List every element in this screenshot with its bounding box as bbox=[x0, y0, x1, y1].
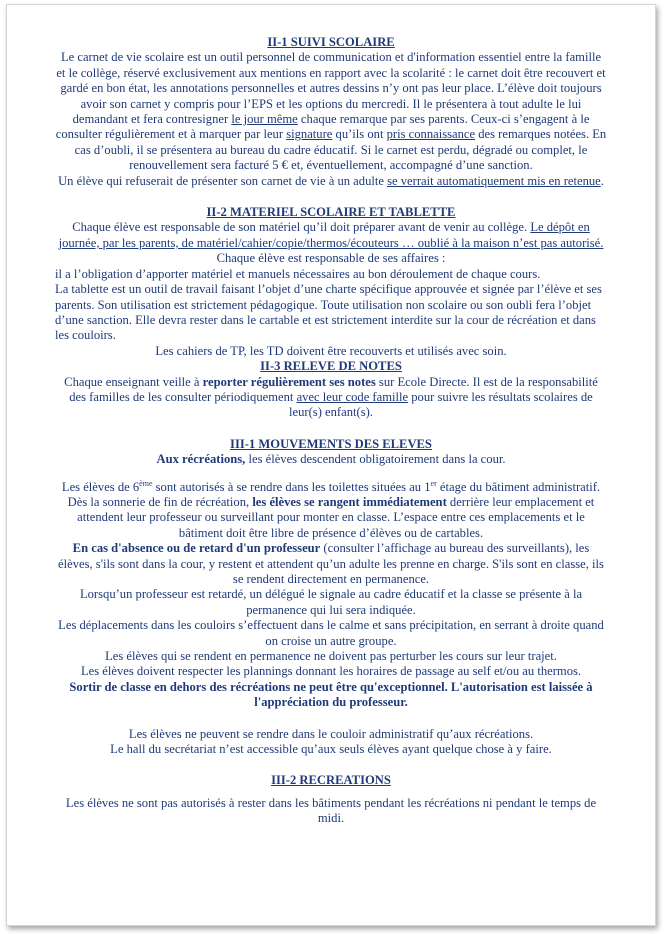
page-content bbox=[55, 35, 607, 827]
text: des remarques notées. En cas d’oubli, il se présentera au bureau du cadre éducatif. Si le carnet est perdu, dégradé ou complet, le renouvellement sera facturé 5 € et, éventuellement, accompagné d’une sanction. bbox=[74, 127, 607, 173]
text-bold: Aux récréations, bbox=[156, 452, 246, 467]
text-underlined: avec leur code famille bbox=[296, 389, 409, 404]
text-underlined: pris connaissance bbox=[386, 127, 476, 142]
paragraph-carnet bbox=[55, 50, 607, 173]
text: . bbox=[600, 173, 604, 188]
paragraph-sortie-classe bbox=[55, 680, 607, 711]
text: sur Ecole Directe. Il est de la responsabilité des familles de les consulter périodiquement bbox=[69, 374, 598, 404]
text: étage du bâtiment administratif. bbox=[436, 479, 601, 494]
paragraph-cahiers: Les cahiers de TP, les TD doivent être recouverts et utilisés avec soin. bbox=[155, 343, 507, 358]
text: pour suivre les résultats scolaires de leur(s) enfant(s). bbox=[289, 389, 593, 420]
section-title-releve: II-3 RELEVE DE NOTES bbox=[260, 359, 402, 374]
text: derrière leur emplacement et attendent leur professeur ou surveillant pour monter en classe. L’espace entre ces emplacements et le bâtiment doit être libre de présence d’élèves ou de cartables. bbox=[77, 494, 595, 540]
paragraph-retard: Lorsqu’un professeur est retardé, un délégué le signale au cadre éducatif et la classe se présente à la permanence qui lui sera indiquée. bbox=[79, 587, 583, 617]
text: Le carnet de vie scolaire est un outil personnel de communication et d'information essentiel entre la famille et le collège, réservé exclusivement aux mentions en rapport avec la scolarité : le carnet doit être recouvert et gardé en bon état, les annotations personnelles et autres dessins n’y ont pas leur place. L’élève doit toujours avoir son carnet y compris pour l’EPS et les options du mercredi. Il le présentera à tout adulte le lui demandant et fera contresigner bbox=[56, 50, 606, 127]
paragraph-obligation: il a l’obligation d’apporter matériel et manuels nécessaires au bon déroulement de chaque cours. bbox=[55, 266, 541, 281]
paragraph-plannings: Les élèves doivent respecter les plannings donnant les horaires de passage au self et/ou au thermos. bbox=[80, 664, 582, 679]
text-underlined: se verrait automatiquement mis en retenue bbox=[387, 173, 601, 188]
paragraph-retenue bbox=[55, 174, 607, 189]
section-title-mouvements: III-1 MOUVEMENTS DES ELEVES bbox=[230, 436, 432, 451]
text: chaque remarque par ses parents. Ceux-ci s’engagent à le consulter régulièrement et à marquer par leur bbox=[55, 112, 590, 142]
text: Les élèves de 6 bbox=[61, 479, 140, 494]
text: les élèves descendent obligatoirement dans la cour. bbox=[245, 452, 506, 467]
section-title-recreations: III-2 RECREATIONS bbox=[271, 773, 391, 788]
text-bold: les élèves se rangent immédiatement bbox=[252, 494, 447, 509]
document-page bbox=[6, 4, 656, 926]
superscript: ème bbox=[139, 478, 153, 488]
text-bold: reporter régulièrement ses notes bbox=[202, 374, 376, 389]
section-title-suivi-scolaire: II-1 SUIVI SCOLAIRE bbox=[267, 35, 395, 49]
paragraph-couloir-admin: Les élèves ne peuvent se rendre dans le couloir administratif qu’aux récréations. bbox=[128, 726, 534, 741]
text-underlined: le jour même bbox=[231, 112, 298, 127]
paragraph-toilettes bbox=[55, 480, 607, 495]
paragraph-hall: Le hall du secrétariat n’est accessible qu’aux seuls élèves ayant quelque chose à y faire. bbox=[110, 742, 552, 757]
text-underlined: Le dépôt en journée, par les parents, de matériel/cahier/copie/thermos/écouteurs … oublié à la maison n’est pas autorisé. bbox=[58, 220, 604, 250]
paragraph-releve bbox=[55, 375, 607, 421]
text-bold: Sortir de classe en dehors des récréations ne peut être qu'exceptionnel. L'autorisation est laissée à l'appréciation du professeur. bbox=[69, 679, 593, 710]
paragraph-permanence: Les élèves qui se rendent en permanence ne doivent pas perturber les cours sur leur trajet. bbox=[105, 649, 557, 664]
text: Un élève qui refuserait de présenter son carnet de vie à un adulte bbox=[58, 173, 388, 188]
paragraph-absence bbox=[55, 541, 607, 587]
paragraph-recreations bbox=[55, 452, 607, 467]
text: Dès la sonnerie de fin de récréation, bbox=[67, 494, 253, 509]
text: sont autorisés à se rendre dans les toilettes situées au 1 bbox=[152, 479, 431, 494]
superscript: er bbox=[430, 478, 437, 488]
text: (consulter l’affichage au bureau des surveillants), les élèves, s'ils sont dans la cour, y restent et attendent qu’un adulte les prenne en charge. S'ils sont en classe, ils se rendent directement en permanence. bbox=[58, 541, 604, 586]
paragraph-sonnerie bbox=[55, 495, 607, 541]
text: Chaque enseignant veille à bbox=[64, 374, 203, 389]
paragraph-batiments: Les élèves ne sont pas autorisés à rester dans les bâtiments pendant les récréations ni pendant le temps de midi. bbox=[65, 795, 597, 826]
paragraph-materiel bbox=[55, 220, 607, 266]
text: Chaque élève est responsable de ses affaires : bbox=[216, 251, 446, 266]
text-underlined: signature bbox=[286, 127, 333, 142]
paragraph-tablette: La tablette est un outil de travail faisant l’objet d’une charte spécifique approuvée et signée par l’élève et ses parents. Son utilisation est strictement pédagogique. Toute utilisation non scolaire ou son oubli fera l’objet d’une sanction. Elle devra rester dans le cartable et est strictement interdite sur la cour de récréation et dans les couloirs. bbox=[55, 282, 602, 343]
paragraph-deplacements: Les déplacements dans les couloirs s’effectuent dans le calme et sans précipitation, en serrant à droite quand on croise un autre groupe. bbox=[58, 618, 604, 648]
text: Chaque élève est responsable de son matériel qu’il doit préparer avant de venir au collège. bbox=[72, 220, 531, 235]
text: qu’ils ont bbox=[332, 127, 387, 142]
section-title-materiel: II-2 MATERIEL SCOLAIRE ET TABLETTE bbox=[206, 205, 456, 220]
text-bold: En cas d'absence ou de retard d'un professeur bbox=[72, 541, 321, 556]
